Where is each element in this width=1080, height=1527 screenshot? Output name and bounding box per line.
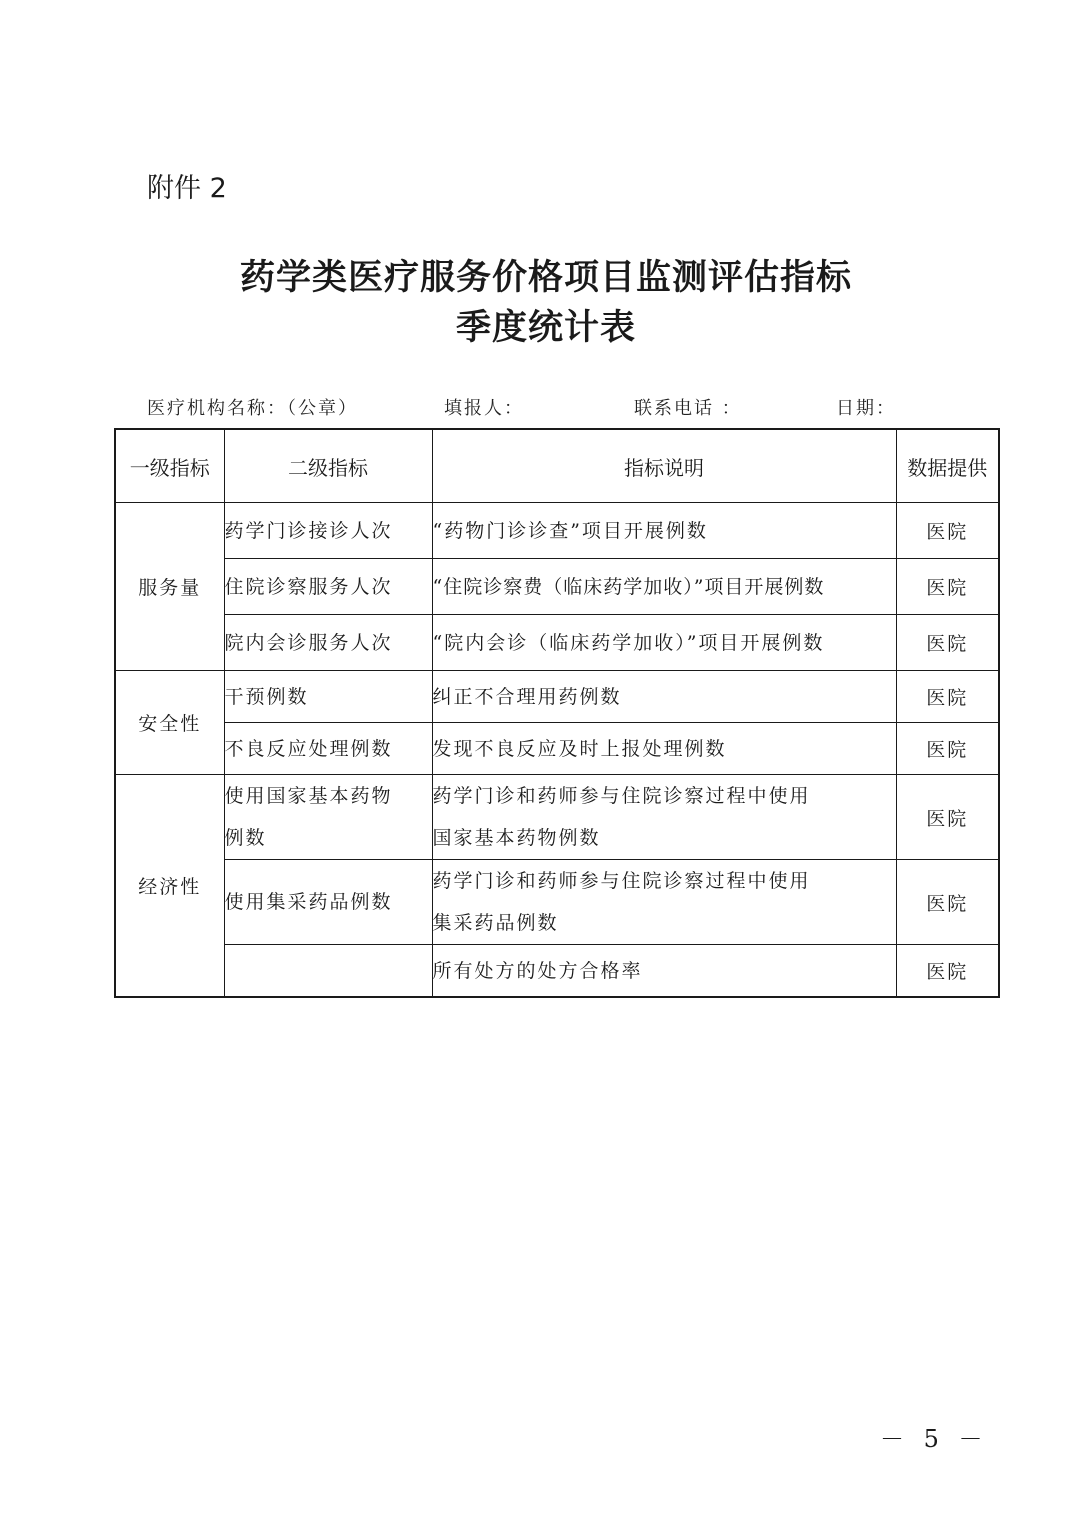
provider-cell: 医院 bbox=[896, 559, 999, 615]
table-row bbox=[115, 945, 999, 998]
level2-cell: 干预例数 bbox=[224, 671, 432, 723]
description-cell bbox=[432, 775, 896, 860]
description-cell: “院内会诊（临床药学加收）”项目开展例数 bbox=[432, 615, 896, 671]
provider-cell: 医院 bbox=[896, 775, 999, 860]
description-cell: 所有处方的处方合格率 bbox=[432, 945, 896, 998]
table-row bbox=[115, 503, 999, 559]
org-name-field: 医疗机构名称：（公章） bbox=[147, 398, 358, 419]
page-number: － 5 － bbox=[880, 1425, 989, 1453]
provider-cell: 医院 bbox=[896, 723, 999, 775]
reporter-field: 填报人： bbox=[444, 398, 524, 419]
document-subtitle: 季度统计表 bbox=[455, 308, 636, 348]
table-header-row bbox=[115, 429, 999, 503]
provider-cell: 医院 bbox=[896, 945, 999, 998]
table-row bbox=[115, 723, 999, 775]
provider-cell: 医院 bbox=[896, 503, 999, 559]
provider-cell: 医院 bbox=[896, 671, 999, 723]
phone-field: 联系电话 ： bbox=[634, 398, 742, 419]
description-cell: “住院诊察费（临床药学加收）”项目开展例数 bbox=[432, 559, 896, 615]
description-line: 集采药品例数 bbox=[432, 912, 559, 934]
level2-cell: 住院诊察服务人次 bbox=[224, 559, 432, 615]
description-line: 国家基本药物例数 bbox=[432, 827, 601, 849]
level2-cell: 不良反应处理例数 bbox=[224, 723, 432, 775]
group-safety: 安全性 bbox=[115, 671, 224, 775]
header-level2: 二级指标 bbox=[224, 429, 432, 503]
table-row bbox=[115, 615, 999, 671]
table-row bbox=[115, 671, 999, 723]
description-cell: 发现不良反应及时上报处理例数 bbox=[432, 723, 896, 775]
provider-cell: 医院 bbox=[896, 615, 999, 671]
header-level1: 一级指标 bbox=[115, 429, 224, 503]
attachment-label: 附件 2 bbox=[147, 173, 227, 204]
description-cell: 纠正不合理用药例数 bbox=[432, 671, 896, 723]
level2-line: 使用国家基本药物 bbox=[224, 785, 393, 807]
level2-cell bbox=[224, 775, 432, 860]
level2-cell: 使用集采药品例数 bbox=[224, 860, 432, 945]
level2-cell: 院内会诊服务人次 bbox=[224, 615, 432, 671]
level2-cell bbox=[224, 945, 432, 998]
header-provider: 数据提供 bbox=[896, 429, 999, 503]
description-line: 药学门诊和药师参与住院诊察过程中使用 bbox=[432, 785, 811, 807]
table-row bbox=[115, 775, 999, 860]
table-row bbox=[115, 559, 999, 615]
description-line: 药学门诊和药师参与住院诊察过程中使用 bbox=[432, 870, 811, 892]
description-cell bbox=[432, 860, 896, 945]
level2-line: 例数 bbox=[224, 827, 267, 849]
description-cell: “药物门诊诊查”项目开展例数 bbox=[432, 503, 896, 559]
group-service-volume: 服务量 bbox=[115, 503, 224, 671]
date-field: 日期： bbox=[836, 398, 896, 419]
header-description: 指标说明 bbox=[432, 429, 896, 503]
level2-cell: 药学门诊接诊人次 bbox=[224, 503, 432, 559]
indicator-table bbox=[114, 428, 1000, 998]
document-title: 药学类医疗服务价格项目监测评估指标 bbox=[239, 258, 852, 298]
table-row bbox=[115, 860, 999, 945]
group-economy: 经济性 bbox=[115, 775, 224, 998]
provider-cell: 医院 bbox=[896, 860, 999, 945]
